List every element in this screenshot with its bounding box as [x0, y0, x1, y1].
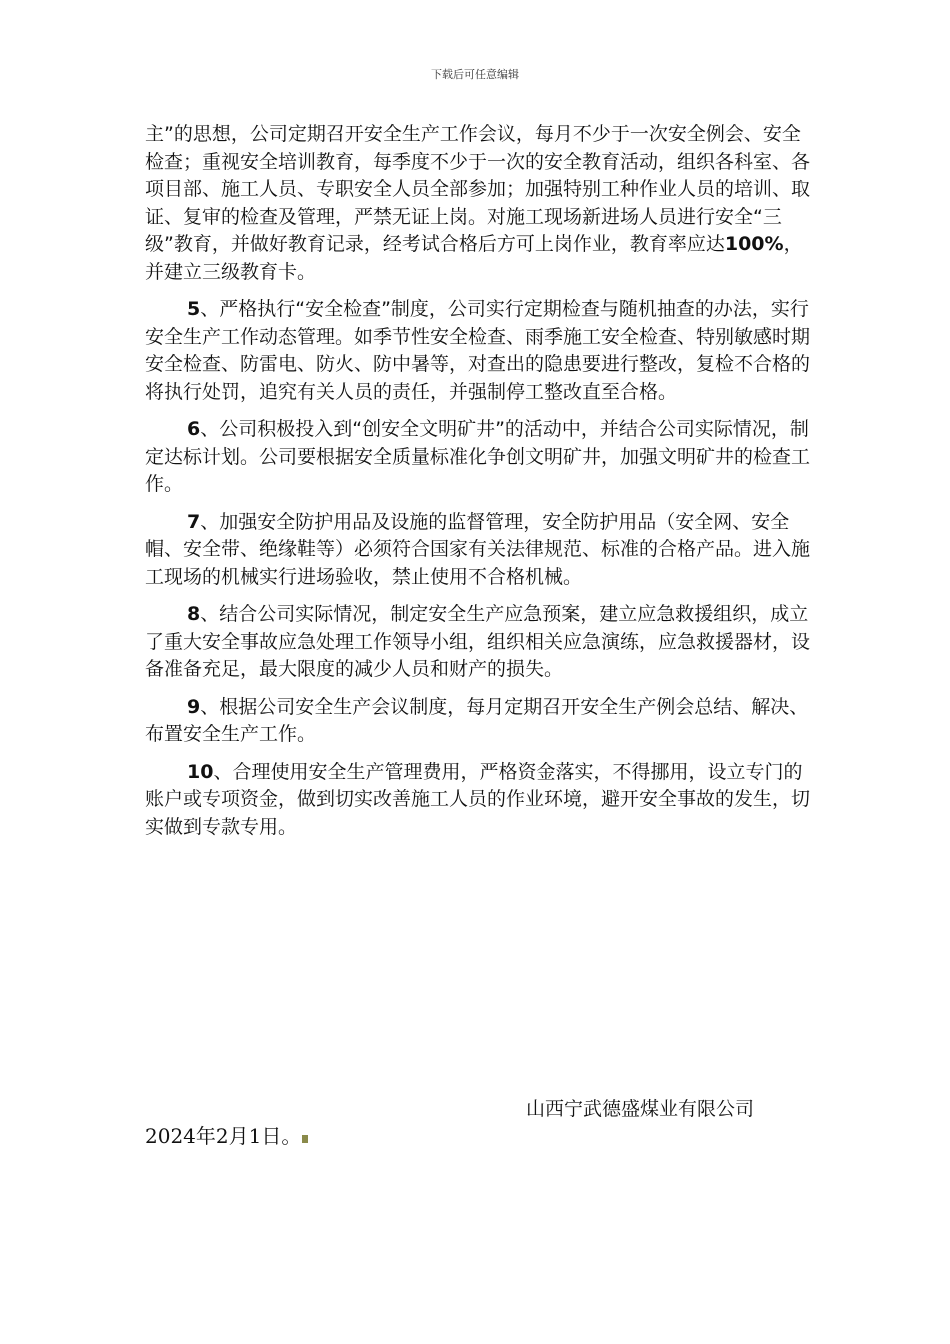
- paragraph-item-10: [145, 759, 815, 842]
- paragraph-item-5: [145, 296, 815, 406]
- signature-company: 山西宁武德盛煤业有限公司: [526, 1098, 755, 1120]
- paragraph-text: 、结合公司实际情况，制定安全生产应急预案，建立应急救援组织，成立了重大安全事故应急处理工作领导小组，组织相关应急演练，应急救援器材，设备准备充足，最大限度的减少人员和财产的损失。: [145, 603, 811, 680]
- paragraph-item-7: [145, 509, 815, 592]
- paragraph-text: 、严格执行“安全检查”制度，公司实行定期检查与随机抽查的办法，实行安全生产工作动态管理。如季节性安全检查、雨季施工安全检查、特别敏感时期安全检查、防雷电、防火、防中暑等，对查出的隐患要进行整改，复检不合格的将执行处罚，追究有关人员的责任，并强制停工整改直至合格。: [145, 298, 811, 403]
- item-number: 10: [187, 760, 214, 783]
- paragraph-item-9: [145, 694, 815, 749]
- signature-date: 2024年2月1日。: [145, 1124, 302, 1148]
- paragraph-text: 、公司积极投入到“创安全文明矿井”的活动中，并结合公司实际情况，制定达标计划。公司要根据安全质量标准化争创文明矿井，加强文明矿井的检查工作。: [145, 418, 811, 495]
- percentage-value: 100%: [724, 233, 784, 255]
- item-number: 8: [187, 603, 201, 625]
- paragraph-text: 、根据公司安全生产会议制度，每月定期召开安全生产例会总结、解决、布置安全生产工作。: [145, 695, 809, 745]
- item-number: 6: [187, 418, 201, 440]
- paragraph-text: 、合理使用安全生产管理费用，严格资金落实，不得挪用，设立专门的账户或专项资金，做到切实改善施工人员的作业环境，避开安全事故的发生，切实做到专款专用。: [145, 760, 811, 838]
- signature-date-line: [145, 1120, 308, 1149]
- document-body: [145, 121, 815, 851]
- text-cursor-icon: [302, 1135, 308, 1143]
- paragraph-item-6: [145, 416, 815, 499]
- paragraph-text: 、加强安全防护用品及设施的监督管理，安全防护用品（安全网、安全帽、安全带、绝缘鞋等）必须符合国家有关法律规范、标准的合格产品。进入施工现场的机械实行进场验收，禁止使用不合格机械。: [145, 510, 811, 588]
- paragraph-text: 主”的思想，公司定期召开安全生产工作会议，每月不少于一次安全例会、安全检查；重视安全培训教育，每季度不少于一次的安全教育活动，组织各科室、各项目部、施工人员、专职安全人员全部参加；加强特别工种作业人员的培训、取证、复审的检查及管理，严禁无证上岗。对施工现场新进场人员进行安全“三级”教育，并做好教育记录，经考试合格后方可上岗作业，教育率应达: [145, 123, 811, 255]
- page-header: 下载后可任意编辑: [431, 68, 519, 81]
- item-number: 5: [187, 298, 201, 320]
- paragraph-item-8: [145, 601, 815, 684]
- paragraph-continued: [145, 121, 815, 286]
- item-number: 7: [187, 510, 201, 533]
- paragraph-tail: ，并建立三级教育卡。: [145, 233, 803, 283]
- item-number: 9: [187, 695, 201, 718]
